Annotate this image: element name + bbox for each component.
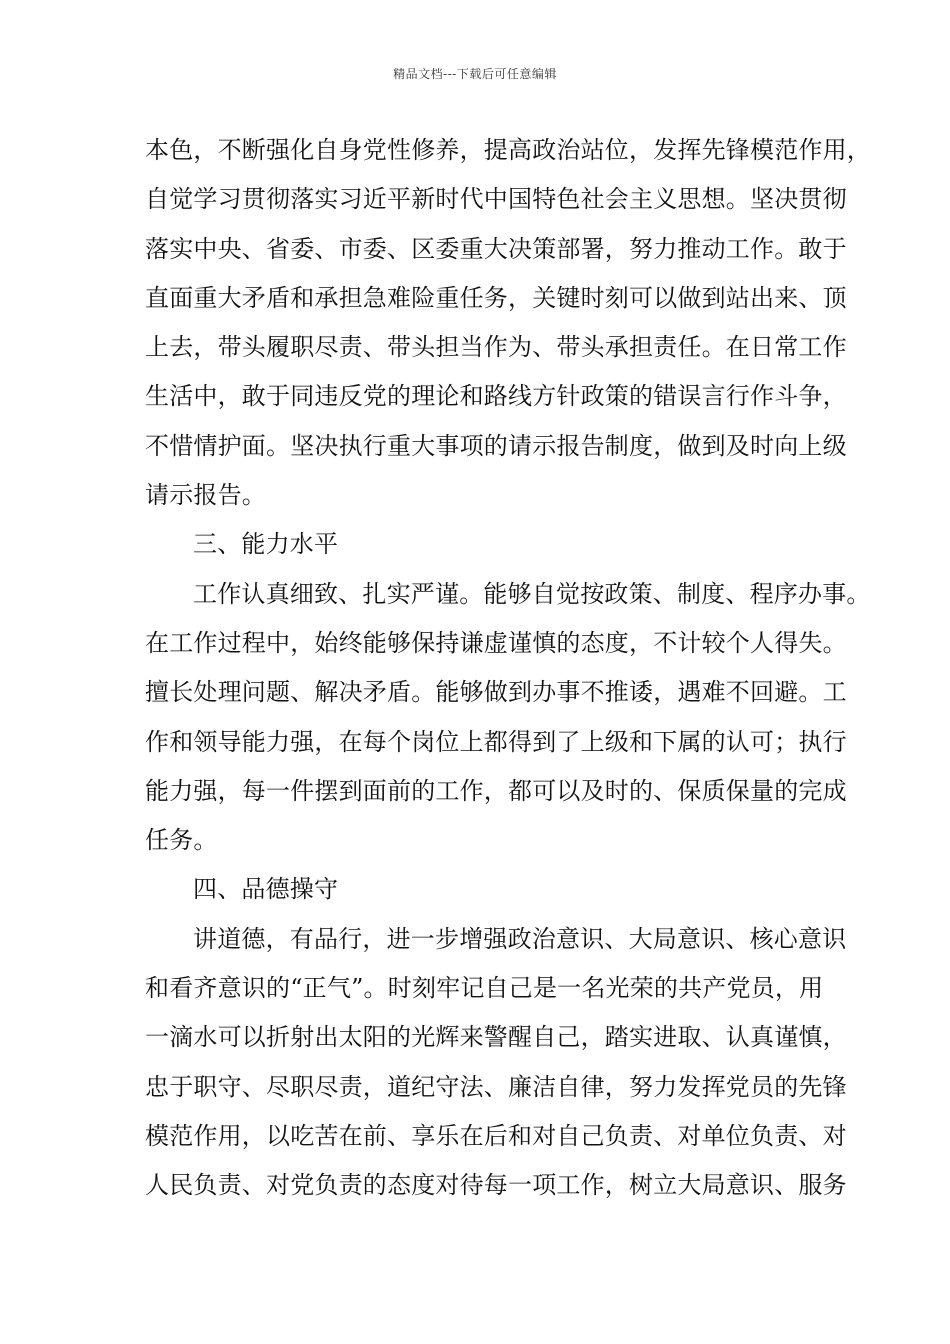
- text-line: 在工作过程中，始终能够保持谦虚谨慎的态度，不计较个人得失。: [145, 628, 847, 657]
- text-line: 作和领导能力强，在每个岗位上都得到了上级和下属的认可；执行: [145, 727, 847, 756]
- text-line: 不惜情护面。坚决执行重大事项的请示报告制度，做到及时向上级: [145, 431, 847, 460]
- text-line: 生活中，敢于同违反党的理论和路线方针政策的错误言行作斗争，: [145, 382, 847, 411]
- text-line: 擅长处理问题、解决矛盾。能够做到办事不推诿，遇难不回避。工: [145, 678, 847, 707]
- text-line: 忠于职守、尽职尽责，道纪守法、廉洁自律，努力发挥党员的先锋: [145, 1072, 847, 1101]
- text-line: 直面重大矛盾和承担急难险重任务，关键时刻可以做到站出来、顶: [145, 283, 847, 312]
- text-line: 上去，带头履职尽责、带头担当作为、带头承担责任。在日常工作: [145, 333, 847, 362]
- text-line: 一滴水可以折射出太阳的光辉来警醒自己，踏实进取、认真谨慎，: [145, 1023, 847, 1052]
- page-header: 精品文档---下载后可任意编辑: [393, 67, 557, 81]
- text-line: 工作认真细致、扎实严谨。能够自觉按政策、制度、程序办事。: [193, 579, 871, 608]
- text-line: 本色，不断强化自身党性修养，提高政治站位，发挥先锋模范作用，: [145, 136, 871, 164]
- text-line: 三、能力水平: [193, 530, 339, 559]
- text-line: 请示报告。: [145, 481, 266, 510]
- text-line: 讲道德，有品行，进一步增强政治意识、大局意识、核心意识: [193, 924, 847, 953]
- text-line: 模范作用，以吃苦在前、享乐在后和对自己负责、对单位负责、对: [145, 1121, 847, 1150]
- document-body: [145, 126, 871, 1211]
- text-line: 自觉学习贯彻落实习近平新时代中国特色社会主义思想。坚决贯彻: [145, 185, 847, 214]
- text-line: 四、品德操守: [193, 875, 339, 904]
- text-line: 能力强，每一件摆到面前的工作，都可以及时的、保质保量的完成: [145, 776, 847, 805]
- text-line: 任务。: [145, 826, 218, 855]
- text-line: 和看齐意识的“正气”。时刻牢记自己是一名光荣的共产党员，用: [145, 974, 824, 1003]
- text-line: 落实中央、省委、市委、区委重大决策部署，努力推动工作。敢于: [145, 234, 847, 263]
- text-line: 人民负责、对党负责的态度对待每一项工作，树立大局意识、服务: [145, 1171, 847, 1200]
